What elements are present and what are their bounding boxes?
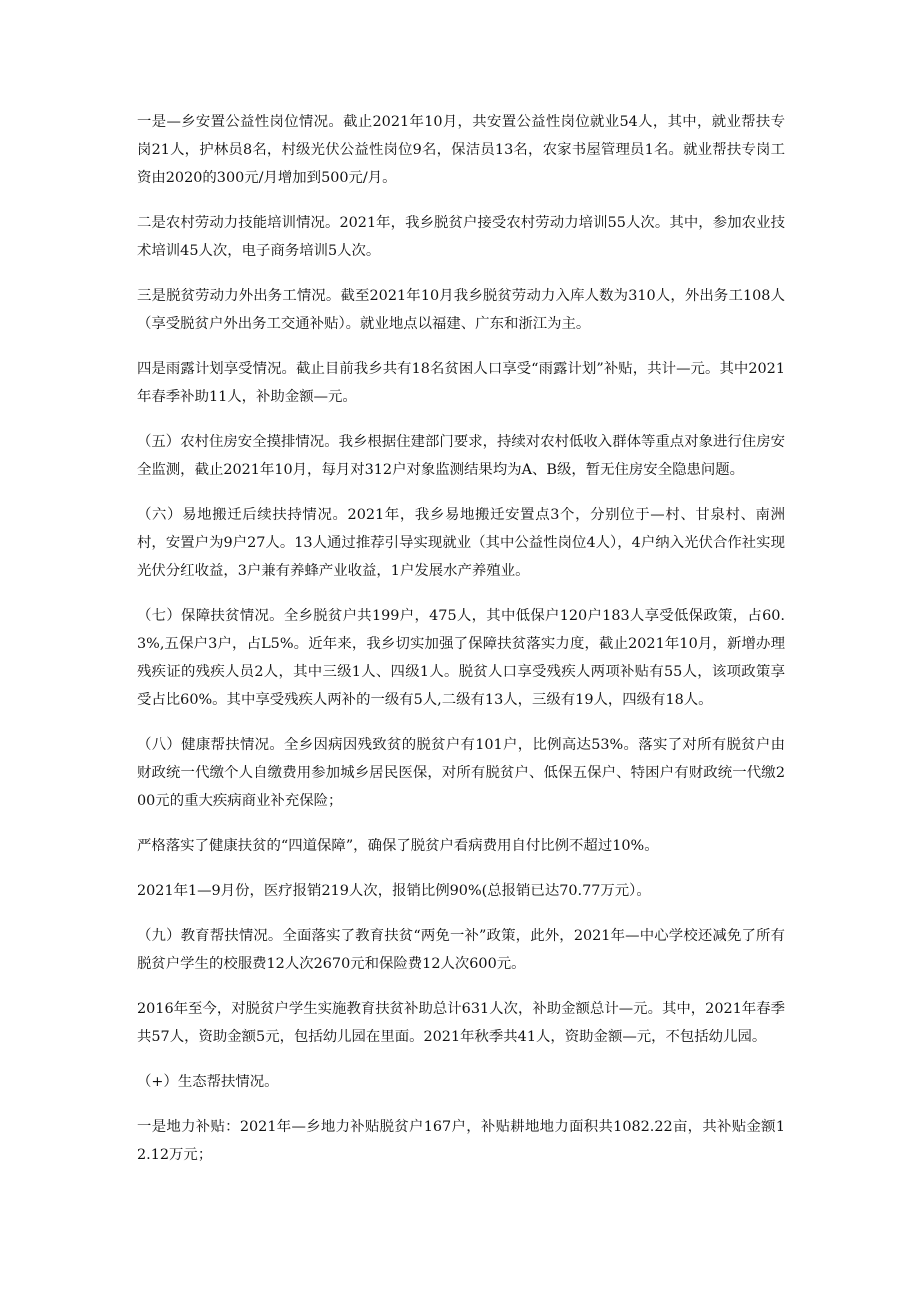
paragraph-health-assistance: （八）健康帮扶情况。全乡因病因残致贫的脱贫户有101户，比例高达53%。落实了对所有脱贫户由财政统一代缴个人自缴费用参加城乡居民医保，对所有脱贫户、低保五保户、特困户有财政统一代缴200元的重大疾病商业补充保险； — [137, 737, 785, 809]
paragraph-medical-reimbursement: 2021年1—9月份，医疗报销219人次，报销比例90%(总报销已达70.77万元）。 — [137, 883, 651, 899]
paragraph-education-subsidy: 2016年至今，对脱贫户学生实施教育扶贫补助总计631人次，补助金额总计—元。其中，2021年春季共57人，资助金额5元，包括幼儿园在里面。2021年秋季共41人，资助金额—元，不包括幼儿园。 — [137, 1001, 785, 1045]
paragraph-relocation-support: （六）易地搬迁后续扶持情况。2021年，我乡易地搬迁安置点3个，分别位于—村、甘泉村、南洲村，安置户为9户27人。13人通过推荐引导实现就业（其中公益性岗位4人），4户纳入光伏合作社实现光伏分红收益，3户兼有养蜂产业收益，1户发展水产养殖业。 — [137, 507, 785, 579]
paragraph-four-guarantees: 严格落实了健康扶贫的“四道保障”，确保了脱贫户看病费用自付比例不超过10%。 — [137, 838, 659, 854]
paragraph-land-subsidy: 一是地力补贴：2021年—乡地力补贴脱贫户167户，补贴耕地地力面积共1082.22亩，共补贴金额12.12万元； — [137, 1119, 785, 1163]
paragraph-social-security: （七）保障扶贫情况。全乡脱贫户共199户，475人，其中低保户120户183人享受低保政策，占60.3%,五保户3户，占L5%。近年来，我乡切实加强了保障扶贫落实力度，截止2021年10月，新增办理残疾证的残疾人员2人，其中三级1人、四级1人。脱贫人口享受残疾人两项补贴有55人，该项政策享受占比60%。其中享受残疾人两补的一级有5人,二级有13人，三级有19人，四级有18人。 — [137, 608, 785, 708]
paragraph-public-welfare-posts: 一是—乡安置公益性岗位情况。截止2021年10月，共安置公益性岗位就业54人，其中，就业帮扶专岗21人，护林员8名，村级光伏公益性岗位9名，保洁员13名，农家书屋管理员1名。就业帮扶专岗工资由2020的300元/月增加到500元/月。 — [137, 114, 785, 186]
paragraph-housing-safety: （五）农村住房安全摸排情况。我乡根据住建部门要求，持续对农村低收入群体等重点对象进行住房安全监测，截止2021年10月，每月对312户对象监测结果均为A、B级，暂无住房安全隐患问题。 — [137, 434, 785, 478]
document-body — [137, 108, 785, 1186]
paragraph-yulu-plan: 四是雨露计划享受情况。截止目前我乡共有18名贫困人口享受“雨露计划”补贴，共计—元。其中2021年春季补助11人，补助金额—元。 — [137, 361, 785, 405]
paragraph-migrant-work: 三是脱贫劳动力外出务工情况。截至2021年10月我乡脱贫劳动力入库人数为310人，外出务工108人（享受脱贫户外出务工交通补贴）。就业地点以福建、广东和浙江为主。 — [137, 288, 785, 332]
paragraph-ecological-heading: （+）生态帮扶情况。 — [137, 1074, 279, 1090]
paragraph-labor-skills-training: 二是农村劳动力技能培训情况。2021年，我乡脱贫户接受农村劳动力培训55人次。其中，参加农业技术培训45人次，电子商务培训5人次。 — [137, 215, 785, 259]
paragraph-education-assistance: （九）教育帮扶情况。全面落实了教育扶贫“两免一补”政策，此外，2021年—中心学校还减免了所有脱贫户学生的校服费12人次2670元和保险费12人次600元。 — [137, 928, 785, 972]
